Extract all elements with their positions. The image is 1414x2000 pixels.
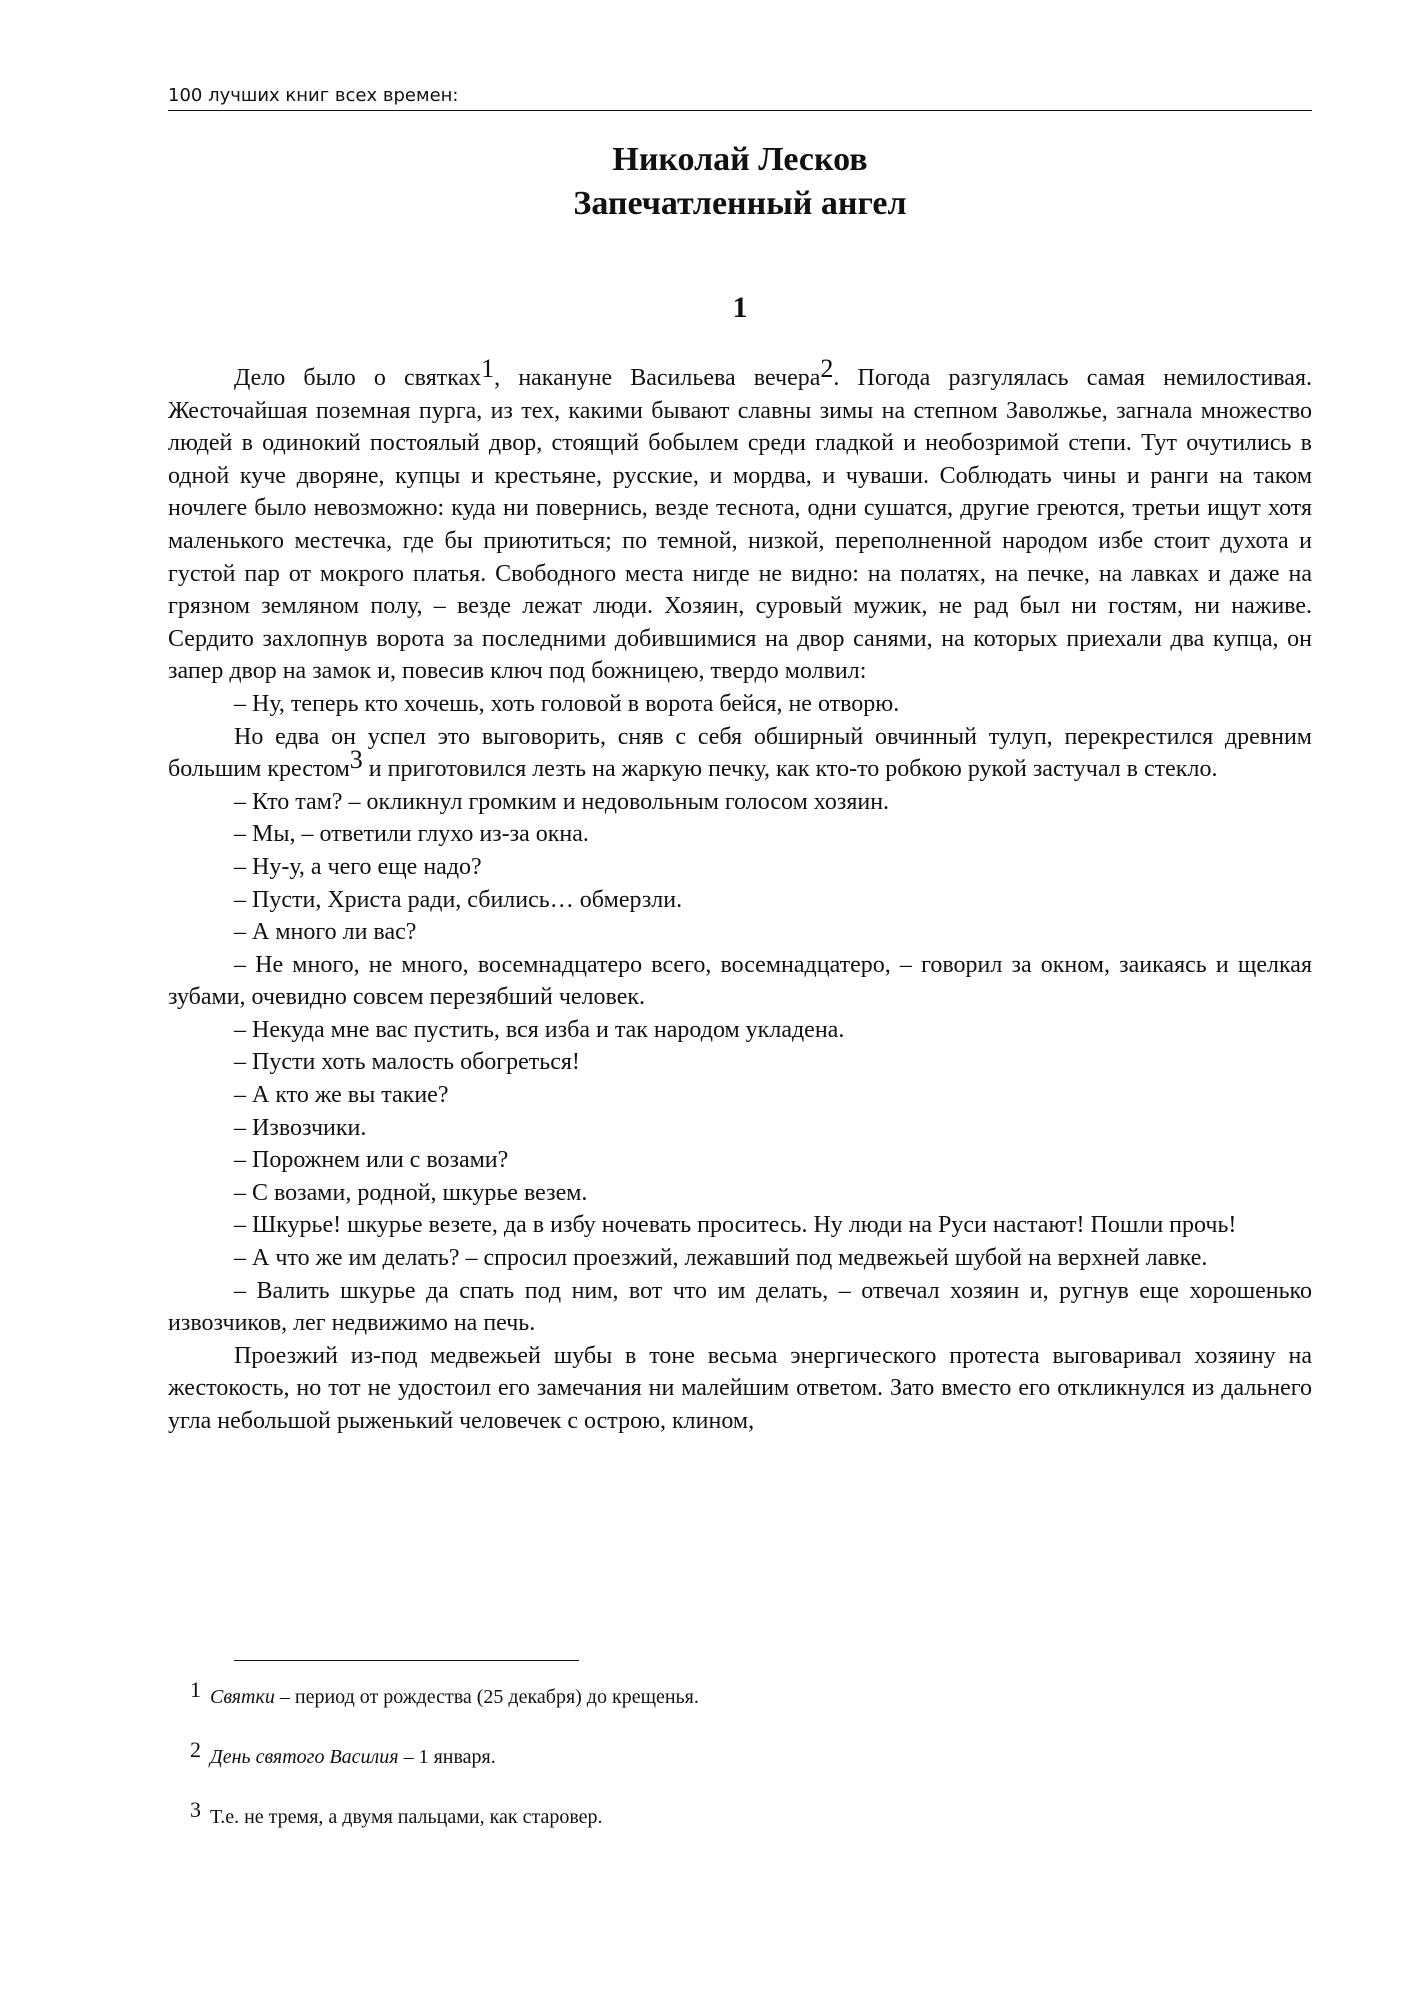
text-run: и приготовился лезть на жаркую печку, как кто-то робкою рукой застучал в стекло. — [362, 756, 1218, 783]
footnote-text: Т.е. не тремя, а двумя пальцами, как старовер. — [210, 1806, 603, 1828]
running-header: 100 лучших книг всех времен: — [168, 84, 1312, 111]
dialogue-line — [168, 1275, 1312, 1340]
text-run: – Кто там? – окликнул громким и недовольным голосом хозяин. — [234, 788, 890, 815]
dialogue-line — [168, 851, 1312, 884]
body-text — [168, 354, 1312, 1438]
text-run: – С возами, родной, шкурье везем. — [234, 1179, 588, 1206]
dialogue-line — [168, 884, 1312, 917]
dialogue-line — [168, 1046, 1312, 1079]
dialogue-line — [168, 1079, 1312, 1112]
dialogue-line — [168, 1112, 1312, 1145]
footnote-separator — [234, 1660, 579, 1661]
footnote-text: – 1 января. — [403, 1746, 496, 1768]
dialogue-line — [168, 1014, 1312, 1047]
footnote-reference[interactable]: 3 — [349, 745, 363, 775]
text-run: , накануне Васильева вечера — [494, 365, 821, 391]
text-run: . Погода разгулялась самая немилостивая. Жесточайшая поземная пурга, из тех, какими бывают славны зимы на степном Заволжье, загнала множество людей в одинокий постоялый двор, стоящий бобылем среди гладкой и необозримой степи. Тут очутились в одной куче дворяне, купцы и крестьяне, русские, и мордва, и чуваши. Соблюдать чины и ранги на таком ночлеге было невозможно: куда ни повернись, везде теснота, одни сушатся, другие греются, третьи ищут хотя маленького местечка, где бы приютиться; по темной, низкой, переполненной народом избе стоит духота и густой пар от мокрого платья. Свободного места нигде не видно: на полатях, на печке, на лавках и даже на грязном земляном полу, – везде лежат люди. Хозяин, суровый мужик, не рад был ни гостям, ни наживе. Сердито захлопнув ворота за последними добившимися на двор санями, на которых приехали два купца, он запер двор на замок и, повесив ключ под божницею, твердо молвил: — [168, 365, 1312, 685]
author-name: Николай Лесков — [612, 141, 868, 178]
text-run: – Пусти хоть малость обогреться! — [234, 1049, 580, 1076]
text-run: Но едва он успел это выговорить, сняв с себя обширный овчинный тулуп, перекрестился древним большим крестом — [168, 723, 1312, 783]
text-run: – Ну, теперь кто хочешь, хоть головой в ворота бейся, не отворю. — [234, 690, 900, 717]
dialogue-line — [168, 1177, 1312, 1210]
dialogue-line — [168, 1144, 1312, 1177]
dialogue-line — [168, 949, 1312, 1014]
text-run: – Ну-у, а чего еще надо? — [234, 853, 482, 880]
text-run: – Некуда мне вас пустить, вся изба и так народом укладена. — [234, 1016, 845, 1043]
text-run: – Извозчики. — [234, 1114, 367, 1141]
text-run: – Шкурье! шкурье везете, да в избу ночевать проситесь. Ну люди на Руси настают! Пошли прочь! — [234, 1212, 1237, 1239]
footnote-number: 2 — [190, 1737, 201, 1762]
title-block — [168, 138, 1312, 226]
text-run: – А кто же вы такие? — [234, 1082, 449, 1109]
text-run: – А что же им делать? – спросил проезжий, лежавший под медвежьей шубой на верхней лавке. — [234, 1245, 1208, 1272]
footnote-3 — [190, 1797, 603, 1829]
dialogue-line — [168, 688, 1312, 721]
paragraph — [168, 1340, 1312, 1438]
work-title: Запечатленный ангел — [573, 185, 907, 222]
dialogue-line — [168, 786, 1312, 819]
text-run: – Валить шкурье да спать под ним, вот что им делать, – отвечал хозяин и, ругнув еще хорошенько извозчиков, лег недвижимо на печь. — [168, 1277, 1312, 1337]
dialogue-line — [168, 1242, 1312, 1275]
dialogue-line — [168, 1209, 1312, 1242]
footnote-2 — [190, 1737, 496, 1769]
text-run: – Порожнем или с возами? — [234, 1147, 509, 1174]
footnote-number: 1 — [190, 1677, 201, 1702]
dialogue-line — [168, 916, 1312, 949]
footnote-text: – период от рождества (25 декабря) до крещенья. — [279, 1686, 699, 1708]
paragraph — [168, 354, 1312, 688]
text-run: – А много ли вас? — [234, 919, 417, 946]
footnote-reference[interactable]: 1 — [481, 354, 495, 383]
paragraph — [168, 721, 1312, 786]
footnote-reference[interactable]: 2 — [820, 354, 834, 383]
text-run: – Не много, не много, восемнадцатеро всего, восемнадцатеро, – говорил за окном, заикаясь и щелкая зубами, очевидно совсем перезябший человек. — [168, 951, 1312, 1011]
footnote-term: Святки — [210, 1686, 275, 1708]
chapter-number: 1 — [732, 291, 748, 324]
dialogue-line — [168, 818, 1312, 851]
text-run: – Мы, – ответили глухо из-за окна. — [234, 821, 589, 848]
footnote-term: День святого Василия — [210, 1746, 399, 1768]
document-page — [168, 0, 1312, 2000]
footnote-1 — [190, 1677, 699, 1709]
text-run: Проезжий из-под медвежьей шубы в тоне весьма энергического протеста выговаривал хозяину на жестокость, но тот не удостоил его замечания ни малейшим ответом. Зато вместо его откликнулся из дальнего угла небольшой рыженький человечек с острою, клином, — [168, 1342, 1312, 1434]
footnote-number: 3 — [190, 1797, 201, 1822]
text-run: – Пусти, Христа ради, сбились… обмерзли. — [234, 886, 683, 913]
text-run: Дело было о святках — [234, 365, 482, 391]
